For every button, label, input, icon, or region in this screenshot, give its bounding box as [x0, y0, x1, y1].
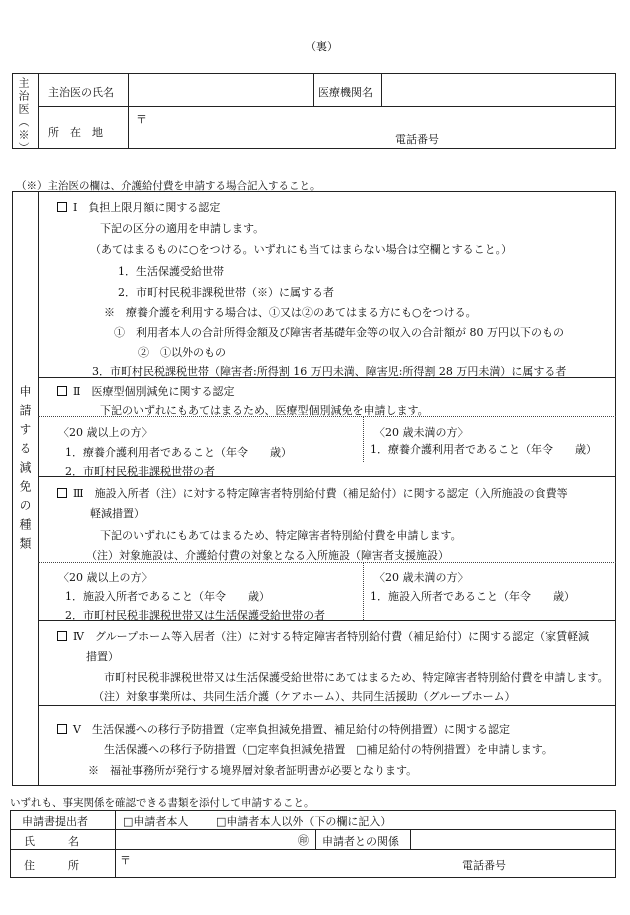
section-2-left-head: 〈20 歳以上の方〉 [58, 426, 153, 439]
doctor-phone-label: 電話番号 [395, 133, 439, 146]
section-4-checkbox[interactable] [57, 631, 67, 641]
section-4-line1: 市町村民税非課税世帯又は生活保護受給世帯にあてはまるため、特定障害者特別給付費を申請します。 [104, 671, 609, 684]
relation-label: 申請者との関係 [322, 835, 399, 848]
section-3-left-1: 1．施設入所者であること（年令 歳） [65, 590, 270, 603]
section-3-line1: 下記のいずれにもあてはまるため、特定障害者特別給付費を申請します。 [100, 529, 462, 542]
page-side-label: （裏） [305, 40, 338, 53]
section-1-item3: 3．市町村民税課税世帯（障害者:所得割 16 万円未満、障害児:所得割 28 万円未満）に属する者 [92, 365, 567, 378]
institution-field[interactable] [384, 78, 612, 103]
section-1-line2: （あてはまるものに○をつける。いずれにも当てはまらない場合は空欄とすること。） [90, 243, 513, 256]
section-2-right-head: 〈20 歳未満の方〉 [374, 426, 469, 439]
doctor-name-label: 主治医の氏名 [48, 86, 114, 99]
section-5-line1: 生活保護への移行予防措置（□定率負担減免措置 □補足給付の特例措置）を申請します。 [104, 743, 553, 756]
section-3-note: （注）対象施設は、介護給付費の対象となる入所施設（障害者支援施設） [86, 549, 449, 562]
section-1-checkbox[interactable] [57, 202, 67, 212]
section-1-item1: 1．生活保護受給世帯 [118, 265, 224, 278]
section-1-line1: 下記の区分の適用を申請します。 [100, 222, 265, 235]
applicant-address-label: 住 所 [24, 859, 79, 872]
section-2-title: Ⅱ 医療型個別減免に関する認定 [57, 383, 234, 399]
section-1-sub1: ① 利用者本人の合計所得金額及び障害者基礎年金等の収入の合計額が 80 万円以下のもの [114, 326, 564, 339]
section-3-left-head: 〈20 歳以上の方〉 [58, 571, 153, 584]
applicant-postal-mark: 〒 [120, 854, 131, 867]
section-3-title: Ⅲ 施設入所者（注）に対する特定障害者特別給付費（補足給付）に関する認定（入所施設の食費等 [57, 485, 568, 501]
section-1-item2: 2．市町村民税非課税世帯（※）に属する者 [118, 286, 334, 299]
doctor-postal-mark: 〒 [136, 113, 147, 126]
section-1-note: ※ 療養介護を利用する場合は、①又は②のあてはまる方にも○をつける。 [104, 306, 477, 319]
applicant-other-checkbox[interactable]: □申請者本人以外（下の欄に記入） [216, 815, 392, 828]
doctor-note: （※）主治医の欄は、介護給付費を申請する場合記入すること。 [16, 180, 321, 192]
section-2-left-1: 1．療養介護利用者であること（年令 歳） [65, 446, 292, 459]
doctor-side-label: 主治医（※） [17, 77, 30, 155]
submitter-label: 申請書提出者 [22, 815, 88, 828]
applicant-name-label: 氏 名 [24, 835, 79, 848]
applicant-name-field[interactable] [118, 831, 293, 847]
section-2-left-2: 2．市町村民税非課税世帯の者 [65, 465, 215, 478]
institution-label: 医療機関名 [318, 86, 373, 99]
seal-mark: ㊞ [298, 834, 309, 847]
section-2-right-1: 1．療養介護利用者であること（年令 歳） [370, 443, 597, 456]
section-3-checkbox[interactable] [57, 488, 67, 498]
section-4-title: Ⅳ グループホーム等入居者（注）に対する特定障害者特別給付費（補足給付）に関する認定（家賃軽減 [57, 628, 589, 644]
section-3-right-head: 〈20 歳未満の方〉 [374, 571, 469, 584]
doctor-address-label: 所 在 地 [48, 126, 103, 139]
reduction-side-label: 申請する減免の種類 [18, 385, 32, 556]
section-3-right-1: 1．施設入所者であること（年令 歳） [370, 590, 575, 603]
section-1-title: Ⅰ 負担上限月額に関する認定 [57, 199, 220, 215]
doctor-name-field[interactable] [130, 78, 310, 103]
section-2-line1: 下記のいずれにもあてはまるため、医療型個別減免を申請します。 [100, 404, 429, 417]
relation-field[interactable] [413, 831, 613, 847]
section-4-title2: 措置） [86, 650, 119, 663]
section-4-note: （注）対象事業所は、共同生活介護（ケアホーム）、共同生活援助（グループホーム） [93, 690, 516, 703]
section-5-note: ※ 福祉事務所が発行する境界層対象者証明書が必要となります。 [88, 764, 418, 777]
applicant-phone-label: 電話番号 [462, 859, 506, 872]
section-3-left-2: 2．市町村民税非課税世帯又は生活保護受給世帯の者 [65, 609, 325, 622]
section-1-sub2: ② ①以外のもの [138, 346, 226, 359]
attachment-note: いずれも、事実関係を確認できる書類を添付して申請すること。 [10, 797, 315, 809]
section-3-title2: 軽減措置） [90, 507, 145, 520]
section-5-checkbox[interactable] [57, 724, 67, 734]
applicant-self-checkbox[interactable]: □申請者本人 [123, 815, 189, 828]
section-5-title: Ⅴ 生活保護への移行予防措置（定率負担減免措置、補足給付の特例措置）に関する認定 [57, 721, 510, 737]
section-2-checkbox[interactable] [57, 386, 67, 396]
